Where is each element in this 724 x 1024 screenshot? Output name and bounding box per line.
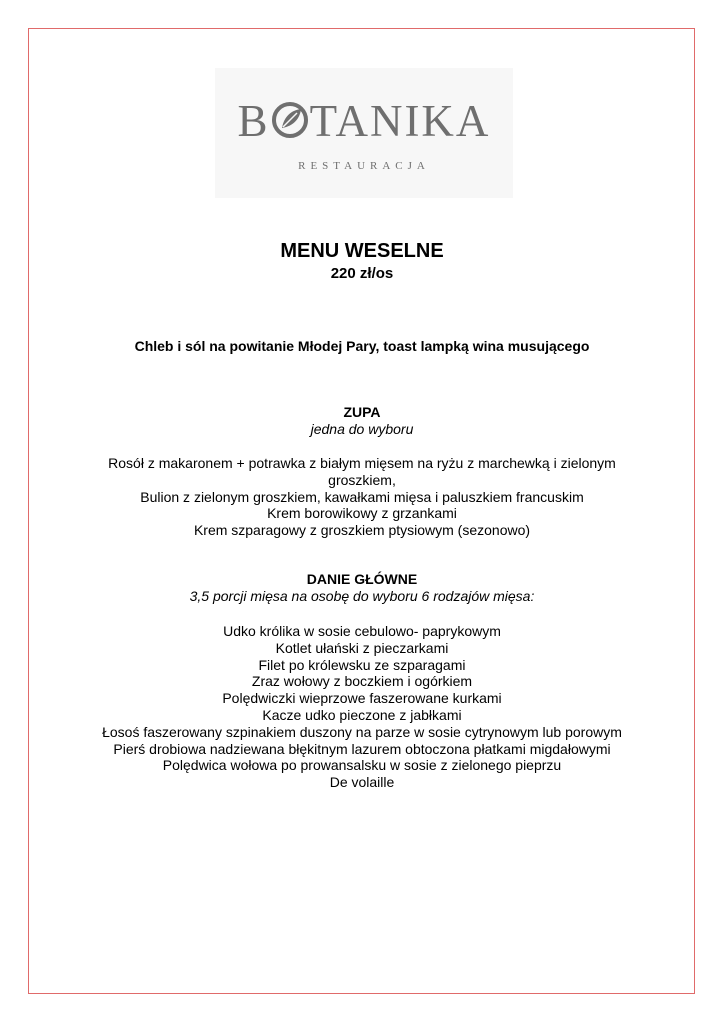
list-item: Polędwica wołowa po prowansalsku w sosie z zielonego pieprzu: [162, 757, 562, 774]
list-item: Kotlet ułański z pieczarkami: [275, 639, 449, 656]
list-item: Polędwiczki wieprzowe faszerowane kurkami: [222, 690, 502, 707]
list-item: Pierś drobiowa nadziewana błękitnym lazurem obtoczona płatkami migdałowymi: [113, 740, 611, 757]
soup-list: [40, 455, 684, 539]
list-item: Bulion z zielonym groszkiem, kawałkami mięsa i paluszkiem francuskim: [140, 488, 584, 505]
logo-subtitle: RESTAURACJA: [298, 160, 430, 172]
list-item: Krem szparagowy z groszkiem ptysiowym (sezonowo): [193, 522, 531, 539]
leaf-icon: [270, 100, 310, 140]
list-item: Rosół z makaronem + potrawka z białym mięsem na ryżu z marchewką i zielonym groszkiem,: [108, 455, 616, 488]
list-item: De volaille: [329, 774, 395, 791]
list-item: Zraz wołowy z boczkiem i ogórkiem: [251, 673, 473, 690]
main-course-note: 3,5 porcji mięsa na osobę do wyboru 6 rodzajów mięsa:: [189, 588, 535, 604]
soup-heading: ZUPA: [343, 404, 381, 420]
list-item: Łosoś faszerowany szpinakiem duszony na parze w sosie cytrynowym lub porowym: [102, 723, 622, 740]
main-course-heading: DANIE GŁÓWNE: [306, 571, 418, 587]
logo-letter-b: B: [237, 96, 270, 146]
restaurant-logo: [215, 68, 513, 198]
list-item: Kacze udko pieczone z jabłkami: [262, 706, 462, 723]
menu-price: 220 zł/os: [330, 265, 394, 282]
logo-letters-tanika: TANIKA: [309, 96, 491, 146]
soup-note: jedna do wyboru: [310, 421, 414, 437]
welcome-line: Chleb i sól na powitanie Młodej Pary, toast lampką wina musującego: [134, 338, 590, 354]
main-course-list: [40, 623, 684, 791]
list-item: Krem borowikowy z grzankami: [267, 505, 457, 522]
logo-wordmark: [215, 96, 513, 146]
menu-title: MENU WESELNE: [280, 240, 444, 262]
list-item: Udko królika w sosie cebulowo- paprykowym: [223, 623, 501, 639]
list-item: Filet po królewsku ze szparagami: [258, 656, 466, 673]
